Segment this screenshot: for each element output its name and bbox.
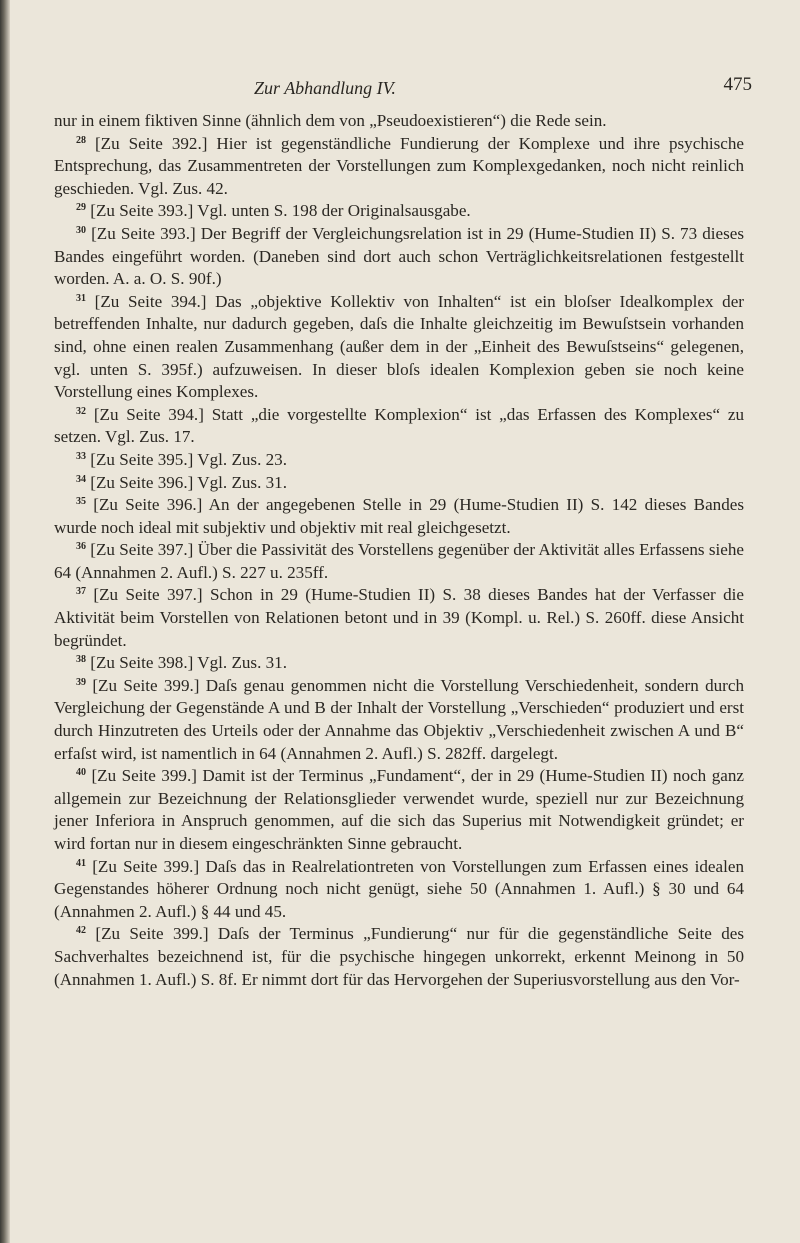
footnote-text: [Zu Seite 394.] Das „objektive Kollektiv von Inhalten“ ist ein bloſser Idealkomplex der betreffenden Inhalte, nur dadurch gegeben, daſs die Inhalte gleichzeitig im Bewuſstsein vorhanden sind, ohne einen realen Zusammenhang (außer dem in der „Einheit des Bewuſstseins“ gelegenen, vgl. unten S. 395f.) aufzuweisen. In dieser bloſs idealen Komplexion geben sie noch keine Vorstellung eines Komplexes.	[54, 291, 744, 402]
footnote	[54, 494, 744, 539]
footnote-number: 33	[76, 450, 86, 462]
footnote-text: [Zu Seite 397.] Über die Passivität des Vorstellens gegenüber der Aktivität alles Erfassens siehe 64 (Annahmen 2. Aufl.) S. 227 u. 235ff.	[54, 540, 744, 582]
footnote-text: [Zu Seite 395.] Vgl. Zus. 23.	[90, 449, 288, 469]
footnote-number: 31	[76, 292, 86, 304]
running-head	[54, 74, 752, 104]
footnote-text: [Zu Seite 396.] An der angegebenen Stelle in 29 (Hume-Studien II) S. 142 dieses Bandes wurde noch ideal mit subjektiv und objektiv mit real gleichgesetzt.	[54, 495, 745, 537]
footnote-number: 32	[76, 405, 86, 417]
footnote-number: 28	[76, 134, 86, 146]
footnote-text: [Zu Seite 397.] Schon in 29 (Hume-Studien II) S. 38 dieses Bandes hat der Verfasser die Aktivität beim Vorstellen von Relationen betont und in 39 (Kompl. u. Rel.) S. 260ff. diese Ansicht begründet.	[54, 585, 744, 650]
footnote-text: [Zu Seite 394.] Statt „die vorgestellte Komplexion“ ist „das Erfassen des Komplexes“ zu setzen. Vgl. Zus. 17.	[54, 404, 744, 447]
paragraph: nur in einem fiktiven Sinne (ähnlich dem von „Pseudoexistieren“) die Rede sein.	[54, 111, 607, 130]
page-number: 475	[723, 74, 752, 95]
footnote	[54, 765, 744, 855]
footnote	[54, 291, 744, 404]
footnote-number: 42	[76, 925, 86, 937]
footnote	[54, 223, 744, 291]
footnote-text: [Zu Seite 396.] Vgl. Zus. 31.	[90, 472, 288, 492]
page-body	[54, 110, 744, 991]
footnote-text: [Zu Seite 392.] Hier ist gegenständliche Fundierung der Komplexe und ihre psychische Entsprechung, das Zusammentreten der Vorstellungen zum Komplexgedanken, noch nicht reinlich geschieden. Vgl. Zus. 42.	[54, 133, 744, 198]
footnote-text: [Zu Seite 399.] Daſs der Terminus „Fundierung“ nur für die gegenständliche Seite des Sachverhaltes bezeichnend ist, für die psychische hingegen unkorrekt, erkennt Meinong in 50 (Annahmen 1. Aufl.) S. 8f. Er nimmt dort für das Hervorgehen der Superiusvorstellung aus den Vor-	[54, 924, 745, 989]
footnote-text: [Zu Seite 393.] Der Begriff der Vergleichungsrelation ist in 29 (Hume-Studien II) S. 73 dieses Bandes eingeführt worden. (Daneben sind dort auch schon Verträglichkeitsrelationen festgestellt worden. A. a. O. S. 90f.)	[54, 223, 744, 289]
footnote-text: [Zu Seite 393.] Vgl. unten S. 198 der Originalsausgabe.	[90, 201, 471, 221]
footnote-number: 37	[76, 586, 86, 598]
footnote-number: 41	[76, 857, 86, 869]
book-page	[54, 74, 752, 991]
footnote	[54, 675, 744, 765]
footnote-number: 36	[76, 541, 86, 553]
footnote-text: [Zu Seite 399.] Daſs genau genommen nicht die Vorstellung Verschiedenheit, sondern durch Vergleichung der Gegenstände A und B der Inhalt der Vorstellung „Verschieden“ produziert und erst durch Hinzutreten des Urteils oder der Annahme das Objektiv „Verschiedenheit zwischen A und B“ erfaſst wird, ist namentlich in 64 (Annahmen 2. Aufl.) S. 282ff. dargelegt.	[54, 675, 744, 763]
footnote-number: 35	[76, 496, 86, 508]
footnote	[54, 404, 744, 449]
running-head-title: Zur Abhandlung IV.	[254, 78, 396, 98]
footnote	[54, 652, 744, 675]
footnote-text: [Zu Seite 398.] Vgl. Zus. 31.	[90, 653, 288, 673]
footnote	[54, 584, 744, 652]
footnote	[54, 200, 744, 223]
footnote-number: 40	[76, 767, 86, 779]
footnote	[54, 539, 744, 584]
footnote-number: 30	[76, 224, 86, 236]
footnote	[54, 923, 744, 991]
footnote	[54, 133, 744, 201]
footnote	[54, 472, 744, 495]
footnote-number: 38	[76, 654, 86, 666]
footnote	[54, 856, 744, 924]
footnote-text: [Zu Seite 399.] Damit ist der Terminus „Fundament“, der in 29 (Hume-Studien II) noch ganz allgemein zur Bezeichnung der Relationsglieder verwendet wurde, speziell nur zur Bezeichnung jener Inferiora in Anspruch genommen, auf die sich das Superius mit Notwendigkeit gründet; er wird fortan nur in diesem eingeschränkten Sinne gebraucht.	[54, 766, 744, 853]
footnote-number: 29	[76, 202, 86, 214]
book-binding-edge	[0, 0, 10, 1243]
footnote	[54, 449, 744, 472]
footnote-number: 34	[76, 473, 86, 485]
footnote-number: 39	[76, 676, 86, 688]
footnote-text: [Zu Seite 399.] Daſs das in Realrelationtreten von Vorstellungen zum Erfassen eines idealen Gegenstandes höherer Ordnung noch nicht genügt, siehe 50 (Annahmen 1. Aufl.) § 30 und 64 (Annahmen 2. Aufl.) § 44 und 45.	[54, 856, 744, 921]
